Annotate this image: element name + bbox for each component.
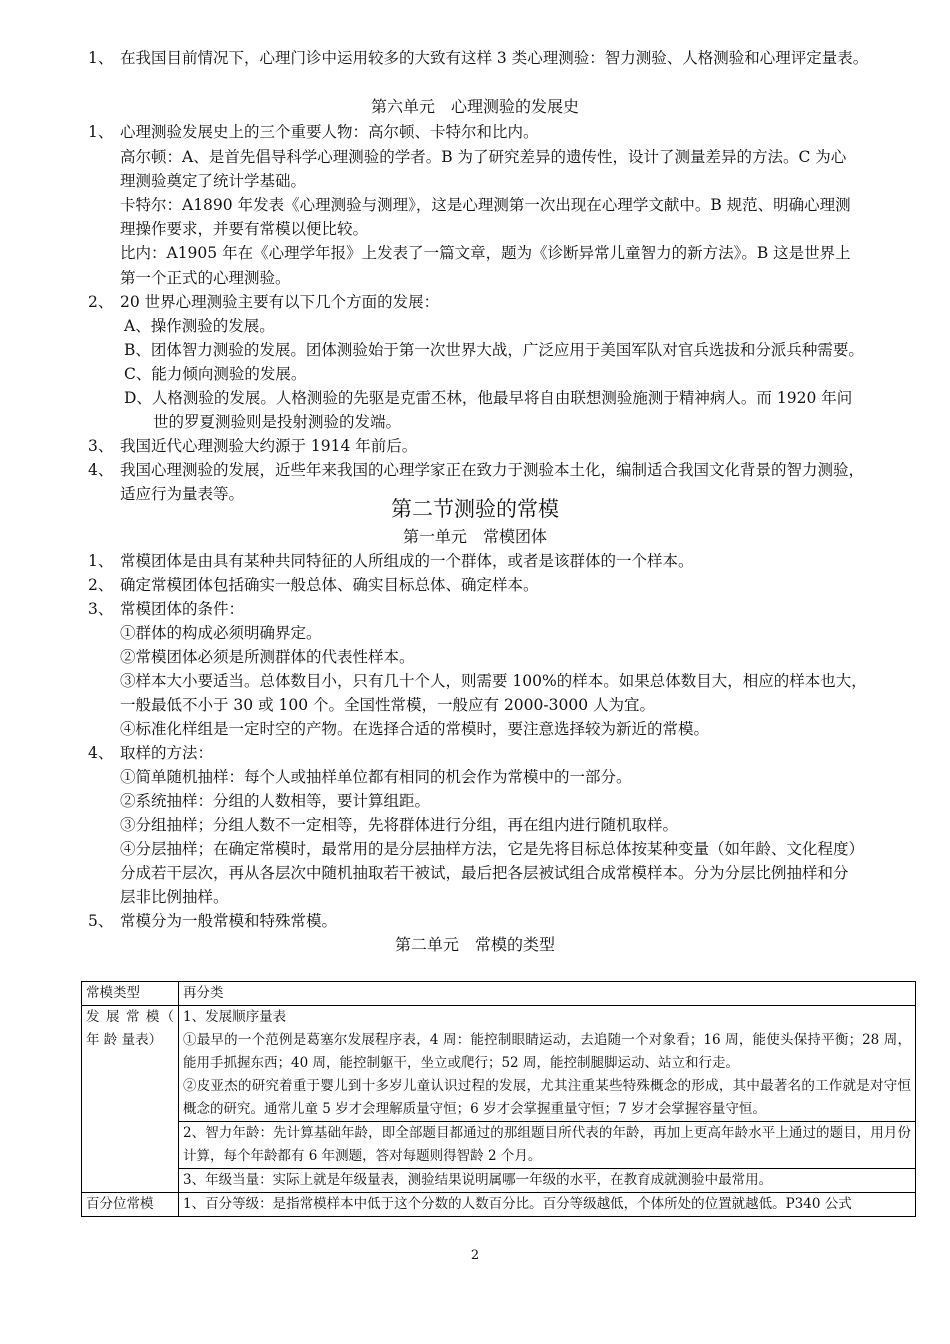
item-text: 常模团体是由具有某种共同特征的人所组成的一个群体，或者是该群体的一个样本。 (120, 552, 694, 570)
paragraph-line: 适应行为量表等。 (120, 485, 245, 503)
unit-heading: 第六单元 心理测验的发展史 (370, 97, 579, 116)
item-text: 常模分为一般常模和特殊常模。 (120, 912, 338, 930)
sub-item-cont: 分成若干层次，再从各层次中随机抽取若干被试，最后把各层被试组合成常模样本。分为分层比例抽样和分 (120, 864, 849, 882)
page-number: 2 (470, 1248, 480, 1263)
sub-item-cont: 世的罗夏测验则是投射测验的发端。 (153, 413, 402, 431)
item-number: 4、 (88, 461, 114, 479)
item-number: 4、 (88, 744, 114, 762)
table-header-cell: 常模类型 (82, 982, 179, 1006)
sub-item: ③样本大小要适当。总体数目小，只有几十个人，则需要 100%的样本。如果总体数目大，相应的样本也大， (120, 672, 867, 690)
item-number: 3、 (88, 600, 114, 618)
item-text: 我国心理测验的发展，近些年来我国的心理学家正在致力于测验本土化，编制适合我国文化背景的智力测验， (120, 461, 865, 479)
norm-types-table (81, 981, 916, 1217)
unit-heading: 第二单元 常模的类型 (394, 935, 555, 954)
cell-paragraph: ①最早的一个范例是葛塞尔发展程序表，4 周：能控制眼睛运动，去追随一个对象看；16 周，能使头保持平衡；28 周，能用手抓握东西；40 周，能控制躯干，坐立或爬行；52 周，能控制腿脚运动、站立和行走。 (183, 1032, 911, 1071)
paragraph-line: 卡特尔：A1890 年发表《心理测验与测理》，这是心理测第一次出现在心理学文献中。B 规范、明确心理测 (120, 196, 851, 214)
unit-heading: 第一单元 常模团体 (402, 527, 547, 546)
table-cell (179, 1006, 916, 1122)
sub-item: ②系统抽样：分组的人数相等，要计算组距。 (120, 792, 431, 810)
item-text: 常模团体的条件： (120, 600, 245, 618)
sub-item-cont: 一般最低不小于 30 或 100 个。全国性常模，一般应有 2000-3000 人为宜。 (120, 696, 656, 714)
sub-item: ②常模团体必须是所测群体的代表性样本。 (120, 648, 415, 666)
sub-item: B、团体智力测验的发展。团体测验始于第一次世界大战，广泛应用于美国军队对官兵选拔和分派兵种需要。 (124, 341, 864, 359)
sub-item: A、操作测验的发展。 (124, 317, 275, 335)
table-cell: 2、智力年龄：先计算基础年龄，即全部题目都通过的那组题目所代表的年龄，再加上更高年龄水平上通过的题目，用月份计算，每个年龄都有 6 年测题，答对每题则得智龄 2 个月。 (179, 1122, 916, 1169)
paragraph-line: 比内：A1905 年在《心理学年报》上发表了一篇文章，题为《诊断异常儿童智力的新方法》。B 这是世界上 (120, 244, 851, 262)
table-row (82, 1169, 916, 1193)
table-header-row (82, 982, 916, 1006)
item-text: 取样的方法： (120, 744, 214, 762)
paragraph-line: 高尔顿：A、是首先倡导科学心理测验的学者。B 为了研究差异的遗传性，设计了测量差异的方法。C 为心 (120, 148, 847, 166)
table-cell: 1、百分等级：是指常模样本中低于这个分数的人数百分比。百分等级越低，个体所处的位置就越低。P340 公式 (179, 1193, 916, 1217)
sub-item: ①简单随机抽样：每个人或抽样单位都有相同的机会作为常模中的一部分。 (120, 768, 632, 786)
cell-paragraph: ②皮亚杰的研究着重于婴儿到十多岁儿童认识过程的发展，尤其注重某些特殊概念的形成，其中最著名的工作就是对守恒概念的研究。通常儿童 5 岁才会理解质量守恒；6 岁才会掌握重量守恒；7 岁才会掌握容量守恒。 (183, 1078, 911, 1117)
cell-heading: 1、发展顺序量表 (183, 1009, 287, 1025)
item-number: 2、 (88, 293, 114, 311)
table-header-cell: 再分类 (179, 982, 916, 1006)
item-number: 1、 (88, 552, 114, 570)
item-text: 20 世界心理测验主要有以下几个方面的发展： (120, 293, 440, 311)
sub-item: C、能力倾向测验的发展。 (124, 365, 307, 383)
item-text: 我国近代心理测验大约源于 1914 年前后。 (120, 437, 418, 455)
table-row (82, 1122, 916, 1169)
item-text: 心理测验发展史上的三个重要人物：高尔顿、卡特尔和比内。 (120, 123, 539, 141)
item-text: 确定常模团体包括确实一般总体、确实目标总体、确定样本。 (120, 576, 539, 594)
table-cell-type: 百分位常模 (82, 1193, 179, 1217)
paragraph-line: 理测验奠定了统计学基础。 (120, 172, 307, 190)
item-text: 在我国目前情况下，心理门诊中运用较多的大致有这样 3 类心理测验：智力测验、人格测验和心理评定量表。 (120, 49, 869, 67)
paragraph-line: 理操作要求，并要有常模以便比较。 (120, 220, 369, 238)
table-row (82, 1006, 916, 1122)
sub-item: ④标准化样组是一定时空的产物。在选择合适的常模时，要注意选择较为新近的常模。 (120, 720, 710, 738)
item-number: 1、 (88, 49, 114, 67)
paragraph-line: 第一个正式的心理测验。 (120, 269, 291, 287)
sub-item-cont: 层非比例抽样。 (120, 888, 229, 906)
table-cell-type: 发 展 常 模（ 年 龄 量表） (82, 1006, 179, 1193)
item-number: 5、 (88, 912, 114, 930)
item-number: 3、 (88, 437, 114, 455)
sub-item: ①群体的构成必须明确界定。 (120, 624, 322, 642)
sub-item: ③分组抽样；分组人数不一定相等，先将群体进行分组，再在组内进行随机取样。 (120, 816, 679, 834)
section-heading: 第二节测验的常模 (391, 497, 559, 521)
table-cell: 3、年级当量：实际上就是年级量表，测验结果说明属哪一年级的水平，在教育成就测验中最常用。 (179, 1169, 916, 1193)
sub-item: D、人格测验的发展。人格测验的先驱是克雷丕林，他最早将自由联想测验施测于精神病人。而 1920 年问 (124, 389, 853, 407)
sub-item: ④分层抽样；在确定常模时，最常用的是分层抽样方法，它是先将目标总体按某种变量（如年龄、文化程度） (120, 840, 865, 858)
item-number: 2、 (88, 576, 114, 594)
table-row (82, 1193, 916, 1217)
item-number: 1、 (88, 123, 114, 141)
